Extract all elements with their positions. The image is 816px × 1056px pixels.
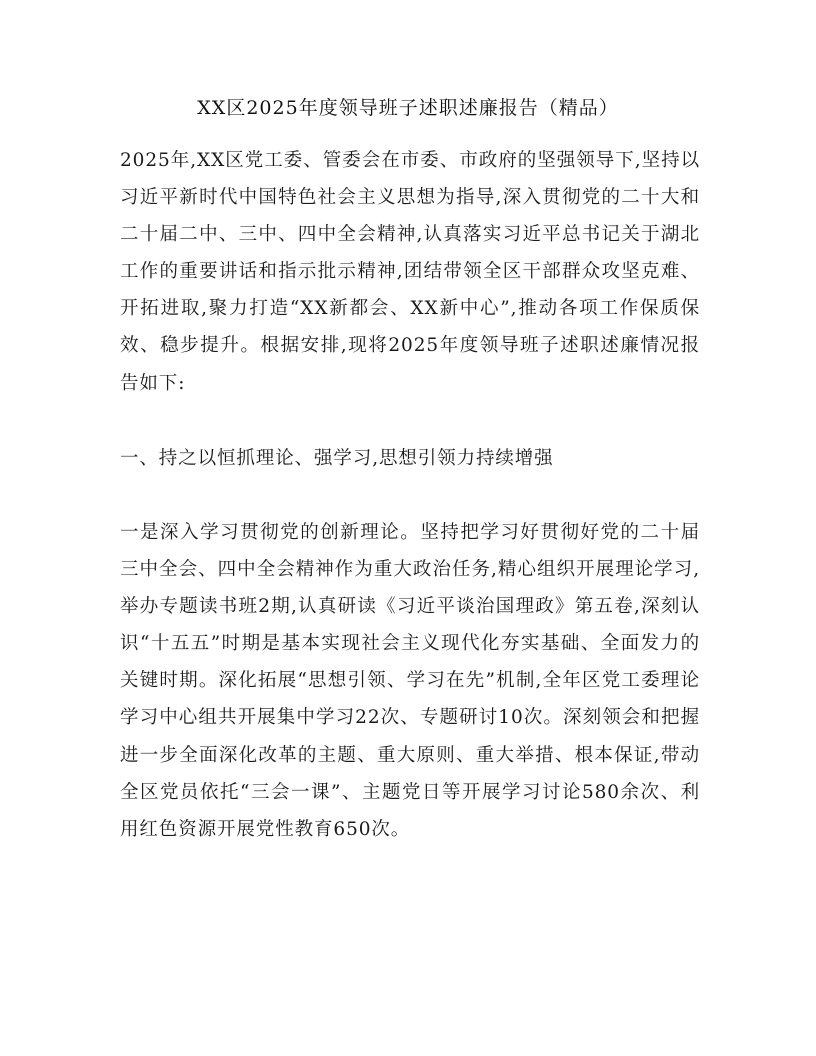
intro-paragraph: 2025年,XX区党工委、管委会在市委、市政府的坚强领导下,坚持以习近平新时代中国特色社会主义思想为指导,深入贯彻党的二十大和二十届二中、三中、四中全会精神,认真落实习近平总书记关于湖北工作的重要讲话和指示批示精神,团结带领全区干部群众攻坚克难、开拓进取,聚力打造“XX新都会、XX新中心”,推动各项工作保质保效、稳步提升。根据安排,现将2025年度领导班子述职述廉情况报告如下: xyxy=(120,150,700,394)
section-heading: 一、持之以恒抓理论、强学习,思想引领力持续增强 xyxy=(120,448,554,469)
section-body-paragraph: 一是深入学习贯彻党的创新理论。坚持把学习好贯彻好党的二十届三中全会、四中全会精神作为重大政治任务,精心组织开展理论学习,举办专题读书班2期,认真研读《习近平谈治国理政》第五卷,深刻认识“十五五”时期是基本实现社会主义现代化夯实基础、全面发力的关键时期。深化拓展“思想引领、学习在先”机制,全年区党工委理论学习中心组共开展集中学习22次、专题研讨10次。深刻领会和把握进一步全面深化改革的主题、重大原则、重大举措、根本保证,带动全区党员依托“三会一课”、主题党日等开展学习讨论580余次、利用红色资源开展党性教育650次。 xyxy=(120,522,700,840)
document-title: XX区2025年度领导班子述职述廉报告（精品） xyxy=(197,97,619,119)
